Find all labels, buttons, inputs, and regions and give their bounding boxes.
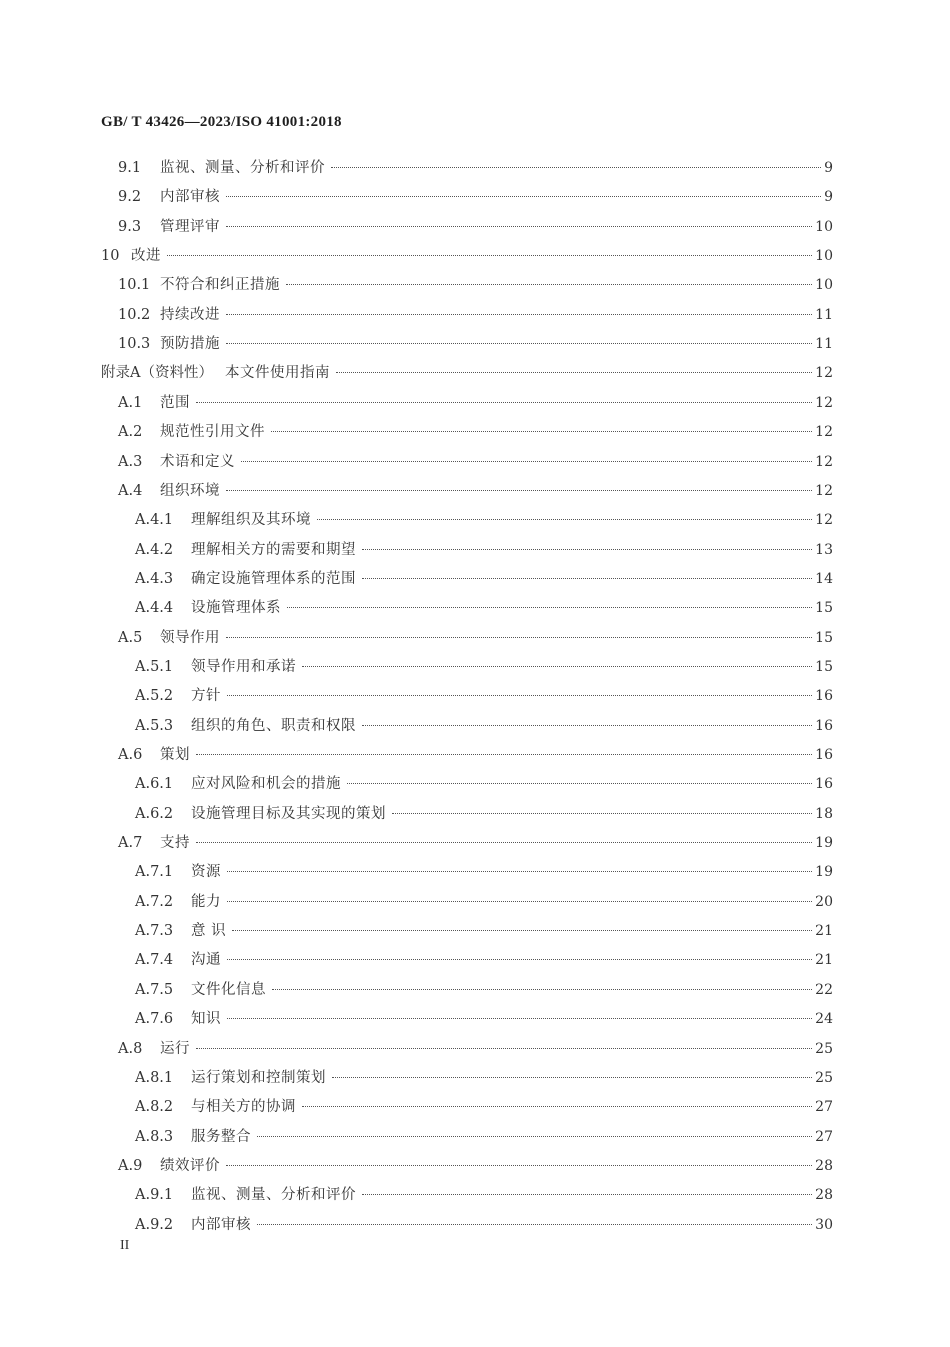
toc-entry-title: 运行 (160, 1041, 190, 1057)
toc-entry-number: A.6.2 (135, 806, 174, 822)
toc-entry[interactable] (135, 860, 833, 884)
toc-entry-page: 12 (815, 454, 833, 470)
dot-leader (227, 959, 812, 960)
toc-entry-number: A.5.1 (135, 659, 174, 675)
dot-leader (167, 255, 812, 256)
toc-entry-page: 19 (815, 835, 833, 851)
toc-entry-title: 组织环境 (160, 483, 220, 499)
toc-entry[interactable] (118, 479, 833, 503)
toc-entry-page: 15 (815, 600, 833, 616)
toc-entry-page: 12 (815, 424, 833, 440)
dot-leader (241, 461, 812, 462)
toc-entry-number: A.7 (118, 835, 143, 851)
dot-leader (226, 1165, 812, 1166)
toc-entry-number: A.9.2 (135, 1217, 174, 1233)
toc-entry[interactable] (118, 450, 833, 474)
toc-entry[interactable] (118, 273, 833, 297)
toc-entry-page: 12 (815, 512, 833, 528)
toc-entry-number: A.7.3 (135, 923, 174, 939)
toc-entry-page: 12 (815, 395, 833, 411)
dot-leader (196, 842, 812, 843)
toc-entry-number: A.2 (118, 424, 143, 440)
toc-entry-title: 监视、测量、分析和评价 (191, 1187, 356, 1203)
toc-entry-page: 19 (815, 864, 833, 880)
toc-entry-number: A.1 (118, 395, 143, 411)
dot-leader (257, 1224, 812, 1225)
dot-leader (362, 725, 812, 726)
dot-leader (196, 402, 812, 403)
toc-entry-title: 支持 (160, 835, 190, 851)
toc-entry-title: 能力 (191, 894, 221, 910)
toc-entry-number: A.8.1 (135, 1070, 174, 1086)
toc-entry[interactable] (118, 743, 833, 767)
dot-leader (362, 1194, 812, 1195)
toc-entry[interactable] (135, 1183, 833, 1207)
toc-entry-page: 10 (815, 248, 833, 264)
toc-entry-page: 16 (815, 747, 833, 763)
dot-leader (271, 431, 812, 432)
toc-entry[interactable] (135, 1007, 833, 1031)
toc-entry-title: 本文件使用指南 (224, 365, 330, 381)
toc-entry-page: 12 (815, 365, 833, 381)
toc-entry-title: 不符合和纠正措施 (160, 277, 280, 293)
toc-entry-page: 18 (815, 806, 833, 822)
toc-entry-page: 21 (815, 952, 833, 968)
toc-entry-number: A.4.3 (135, 571, 174, 587)
toc-entry-number: A.7.6 (135, 1011, 174, 1027)
toc-entry-page: 13 (815, 542, 833, 558)
toc-entry-page: 9 (824, 189, 833, 205)
toc-entry-page: 11 (815, 336, 833, 352)
toc-entry-number: A.9.1 (135, 1187, 174, 1203)
dot-leader (362, 578, 812, 579)
toc-entry[interactable] (118, 391, 833, 415)
toc-entry-number: 10.1 (118, 277, 151, 293)
dot-leader (232, 930, 812, 931)
toc-entry-number: A.9 (118, 1158, 143, 1174)
toc-entry-title: 设施管理体系 (191, 600, 281, 616)
toc-entry-title: 绩效评价 (160, 1158, 220, 1174)
dot-leader (226, 226, 812, 227)
toc-entry-title: 资源 (191, 864, 221, 880)
toc-entry[interactable] (118, 420, 833, 444)
toc-entry[interactable] (135, 890, 833, 914)
toc-entry[interactable] (118, 185, 833, 209)
toc-entry-title: 理解相关方的需要和期望 (191, 542, 356, 558)
toc-entry-title: 理解组织及其环境 (191, 512, 311, 528)
toc-entry-number: A.3 (118, 454, 143, 470)
toc-entry[interactable] (118, 156, 833, 180)
toc-entry-title: 运行策划和控制策划 (191, 1070, 326, 1086)
dot-leader (227, 871, 812, 872)
toc-entry-number: A.6.1 (135, 776, 174, 792)
toc-entry-number: A.7.4 (135, 952, 174, 968)
dot-leader (302, 1106, 812, 1107)
dot-leader (226, 196, 821, 197)
toc-entry-title: 监视、测量、分析和评价 (160, 160, 325, 176)
toc-entry-number: A.4.1 (135, 512, 174, 528)
toc-entry-title: 应对风险和机会的措施 (191, 776, 341, 792)
dot-leader (331, 167, 821, 168)
dot-leader (286, 284, 812, 285)
toc-entry-number: A.8.2 (135, 1099, 174, 1115)
dot-leader (302, 666, 812, 667)
toc-entry-page: 27 (815, 1129, 833, 1145)
toc-entry-number: A.7.2 (135, 894, 174, 910)
toc-entry-number: 9.1 (118, 160, 142, 176)
toc-entry[interactable] (118, 215, 833, 239)
toc-entry-number: A.7.5 (135, 982, 174, 998)
toc-entry-page: 22 (815, 982, 833, 998)
toc-entry-title: 与相关方的协调 (191, 1099, 296, 1115)
toc-entry-title: 领导作用 (160, 630, 220, 646)
toc-entry-title: 知识 (191, 1011, 221, 1027)
toc-entry-page: 27 (815, 1099, 833, 1115)
toc-entry-number: A.6 (118, 747, 143, 763)
toc-entry[interactable] (135, 684, 833, 708)
page-number-footer: II (120, 1238, 130, 1253)
toc-entry-title: 管理评审 (160, 219, 220, 235)
dot-leader (257, 1136, 812, 1137)
toc-entry-title: 领导作用和承诺 (191, 659, 296, 675)
dot-leader (227, 695, 812, 696)
dot-leader (272, 989, 812, 990)
toc-entry[interactable] (118, 1154, 833, 1178)
toc-entry-number: A.8 (118, 1041, 143, 1057)
toc-entry[interactable] (135, 538, 833, 562)
toc-entry-title: 持续改进 (160, 307, 220, 323)
toc-entry[interactable] (135, 714, 833, 738)
toc-entry-title: 内部审核 (160, 189, 220, 205)
toc-entry-page: 15 (815, 659, 833, 675)
toc-entry-page: 16 (815, 718, 833, 734)
toc-entry-number: A.5 (118, 630, 143, 646)
toc-entry-number: 10 (101, 248, 120, 264)
dot-leader (287, 607, 812, 608)
toc-entry-number: A.5.2 (135, 688, 174, 704)
toc-entry[interactable] (135, 1125, 833, 1149)
toc-entry-page: 20 (815, 894, 833, 910)
dot-leader (362, 549, 812, 550)
toc-entry-title: 改进 (131, 248, 161, 264)
toc-entry[interactable] (135, 596, 833, 620)
toc-entry-number: A.4 (118, 483, 143, 499)
toc-entry[interactable] (118, 626, 833, 650)
toc-entry-title: 内部审核 (191, 1217, 251, 1233)
dot-leader (336, 372, 812, 373)
toc-entry-page: 11 (815, 307, 833, 323)
toc-entry-page: 28 (815, 1158, 833, 1174)
toc-entry[interactable] (135, 1066, 833, 1090)
dot-leader (226, 490, 812, 491)
toc-entry-page: 15 (815, 630, 833, 646)
toc-entry-page: 10 (815, 219, 833, 235)
toc-entry[interactable] (135, 978, 833, 1002)
toc-entry-title: 确定设施管理体系的范围 (191, 571, 356, 587)
dot-leader (227, 1018, 812, 1019)
toc-entry[interactable] (101, 244, 833, 268)
toc-entry[interactable] (101, 361, 833, 385)
toc-entry-number: A.4.2 (135, 542, 174, 558)
toc-entry-title: 术语和定义 (160, 454, 235, 470)
toc-entry-page: 25 (815, 1041, 833, 1057)
toc-entry[interactable] (118, 332, 833, 356)
toc-entry-number: A.4.4 (135, 600, 174, 616)
toc-entry-title: 意 识 (191, 923, 227, 939)
toc-entry-page: 25 (815, 1070, 833, 1086)
toc-entry[interactable] (135, 508, 833, 532)
dot-leader (317, 519, 812, 520)
toc-entry-page: 24 (815, 1011, 833, 1027)
toc-entry-title: 策划 (160, 747, 190, 763)
toc-entry-number: 10.2 (118, 307, 151, 323)
toc-entry[interactable] (135, 802, 833, 826)
dot-leader (227, 901, 812, 902)
toc-entry-number: 10.3 (118, 336, 151, 352)
toc-entry[interactable] (135, 948, 833, 972)
dot-leader (226, 314, 812, 315)
toc-entry[interactable] (135, 567, 833, 591)
toc-entry-title: 规范性引用文件 (160, 424, 265, 440)
toc-entry-page: 16 (815, 776, 833, 792)
toc-entry-page: 28 (815, 1187, 833, 1203)
toc-entry[interactable] (135, 1095, 833, 1119)
toc-entry[interactable] (118, 831, 833, 855)
toc-entry-number: A.5.3 (135, 718, 174, 734)
document-code-header: GB/ T 43426—2023/ISO 41001:2018 (101, 114, 342, 130)
toc-entry[interactable] (135, 655, 833, 679)
dot-leader (226, 343, 812, 344)
dot-leader (347, 783, 812, 784)
dot-leader (226, 637, 812, 638)
toc-entry-number: 9.2 (118, 189, 142, 205)
toc-entry-title: 文件化信息 (191, 982, 266, 998)
toc-entry-number: 9.3 (118, 219, 142, 235)
toc-entry-title: 沟通 (191, 952, 221, 968)
toc-entry[interactable] (135, 772, 833, 796)
toc-entry-title: 范围 (160, 395, 190, 411)
toc-entry-page: 21 (815, 923, 833, 939)
dot-leader (196, 1048, 812, 1049)
toc-entry-page: 30 (815, 1217, 833, 1233)
toc-entry[interactable] (118, 1037, 833, 1061)
toc-entry[interactable] (135, 1213, 833, 1237)
toc-entry-number: A.7.1 (135, 864, 174, 880)
toc-entry-title: 组织的角色、职责和权限 (191, 718, 356, 734)
toc-entry-title: 预防措施 (160, 336, 220, 352)
toc-entry-page: 9 (824, 160, 833, 176)
dot-leader (392, 813, 812, 814)
toc-entry-page: 12 (815, 483, 833, 499)
toc-entry[interactable] (118, 303, 833, 327)
toc-entry-page: 10 (815, 277, 833, 293)
toc-entry-page: 16 (815, 688, 833, 704)
toc-entry-title: 设施管理目标及其实现的策划 (191, 806, 386, 822)
toc-entry-number: 附录A（资料性） (101, 365, 213, 381)
dot-leader (332, 1077, 812, 1078)
toc-entry[interactable] (135, 919, 833, 943)
toc-entry-title: 服务整合 (191, 1129, 251, 1145)
toc-entry-title: 方针 (191, 688, 221, 704)
toc-entry-number: A.8.3 (135, 1129, 174, 1145)
dot-leader (196, 754, 812, 755)
toc-entry-page: 14 (815, 571, 833, 587)
